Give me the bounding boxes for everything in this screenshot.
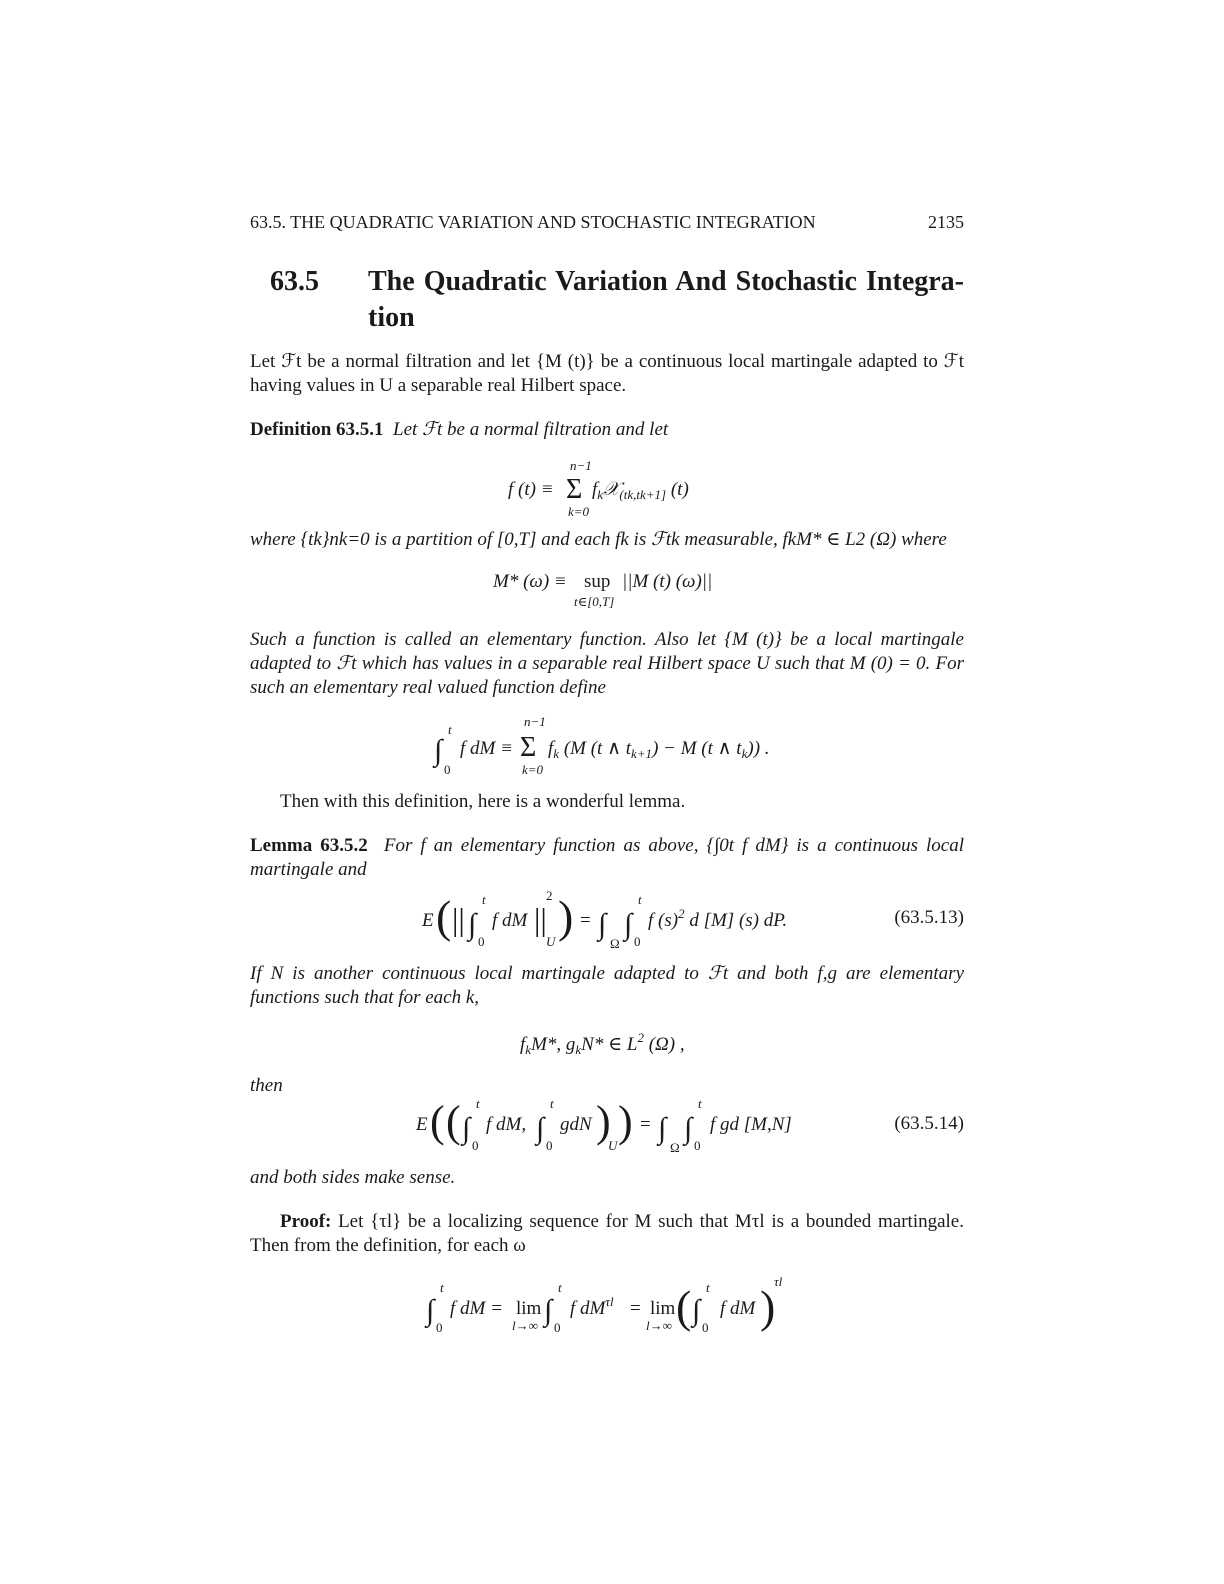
lemma-lead-text: For f an elementary function as above, {∫0t f dM} is a continuous local martingale and bbox=[250, 835, 964, 880]
svg-text:∫: ∫ bbox=[468, 908, 477, 941]
svg-text:lim: lim bbox=[516, 1298, 542, 1319]
svg-text:0: 0 bbox=[444, 762, 451, 777]
svg-text:l→∞: l→∞ bbox=[512, 1318, 538, 1333]
svg-text:∫: ∫ bbox=[426, 1294, 435, 1327]
lemma-lead bbox=[250, 834, 964, 882]
svg-text:∫: ∫ bbox=[598, 908, 607, 941]
section-heading bbox=[250, 264, 964, 336]
svg-text:n−1: n−1 bbox=[524, 714, 546, 729]
page-number: 2135 bbox=[928, 212, 964, 232]
svg-text:f dM: f dM bbox=[492, 910, 528, 931]
svg-text:): ) bbox=[760, 1281, 776, 1332]
svg-text:t: t bbox=[638, 892, 642, 907]
svg-text:f dM =: f dM = bbox=[450, 1298, 503, 1319]
proof-paragraph bbox=[250, 1210, 964, 1258]
svg-text:sup: sup bbox=[584, 571, 611, 592]
svg-text:f dMτl: f $dM^{\tau l}$ bbox=[570, 1294, 614, 1319]
svg-text:E: E bbox=[416, 1114, 428, 1135]
svg-text:n−1: n−1 bbox=[570, 458, 592, 473]
proof-label: Proof: bbox=[280, 1211, 332, 1232]
definition-lead bbox=[250, 418, 964, 442]
equation-number-63-5-13: (63.5.13) bbox=[894, 907, 964, 928]
svg-text:f (s)2 d [M] (s) dP.: f $(s)^2$ d [M] (s) dP. bbox=[648, 906, 788, 931]
svg-text:t∈[0,T]: t∈[0,T] bbox=[574, 594, 615, 609]
svg-text:gdN: gdN bbox=[560, 1114, 592, 1135]
svg-text:E: E bbox=[422, 910, 434, 931]
svg-text:(: ( bbox=[446, 1097, 461, 1146]
svg-text:Σ: Σ bbox=[566, 474, 583, 505]
svg-text:||: || bbox=[534, 901, 547, 937]
svg-text:(: ( bbox=[676, 1281, 692, 1332]
svg-text:): ) bbox=[618, 1097, 633, 1146]
svg-text:f dM,: f dM, bbox=[486, 1114, 527, 1135]
definition-body: Such a function is called an elementary function. Also let {M (t)} be a local martingale adapted to ℱt which has values in a separable real Hilbert space U such that M (0) = 0. For such an elementary real valued function define bbox=[250, 629, 964, 698]
section-title: The Quadratic Variation And Stochastic Integra-tion bbox=[368, 266, 964, 333]
svg-text:): ) bbox=[558, 891, 574, 942]
svg-text:t: t bbox=[440, 1280, 444, 1295]
svg-text:τl: τl bbox=[774, 1274, 783, 1289]
svg-text:2: 2 bbox=[546, 888, 553, 903]
svg-text:fk𝒳(tk,tk+1] (t): $f_k𝒳_{(tk,tk+1]}$ (t) bbox=[592, 479, 689, 502]
definition-partition-text: where {tk}nk=0 is a partition of [0,T] and each fk is ℱtk measurable, fkM* ∈ L2 (Ω) where bbox=[250, 529, 947, 550]
equation-maximal-function bbox=[250, 560, 964, 620]
running-header bbox=[250, 210, 964, 234]
svg-text:0: 0 bbox=[694, 1138, 701, 1153]
svg-text:∫: ∫ bbox=[658, 1112, 667, 1145]
svg-text:t: t bbox=[558, 1280, 562, 1295]
svg-text:(: ( bbox=[430, 1097, 445, 1146]
svg-text:f (t) ≡: f (t) ≡ bbox=[508, 479, 554, 500]
svg-text:Ω: Ω bbox=[610, 936, 620, 951]
svg-text:U: U bbox=[546, 934, 556, 949]
lemma-end-text: and both sides make sense. bbox=[250, 1167, 456, 1188]
equation-63-5-14 bbox=[250, 1090, 964, 1158]
svg-text:∫: ∫ bbox=[544, 1294, 553, 1327]
svg-text:f dM ≡: f dM ≡ bbox=[460, 738, 513, 759]
equation-elementary-function bbox=[250, 450, 964, 520]
svg-text:k=0: k=0 bbox=[568, 504, 590, 519]
svg-text:fk (M (t ∧ tk+1) − M (t ∧ tk)): $f_k$ (M (t ∧ $t_{k+1}) - M$ (t ∧ $t_k$)) . bbox=[548, 738, 770, 761]
svg-text:): ) bbox=[596, 1097, 611, 1146]
proof-text: Let {τl} be a localizing sequence for M such that Mτl is a bounded martingale. Then from the definition, for each ω bbox=[250, 1211, 964, 1256]
svg-text:t: t bbox=[706, 1280, 710, 1295]
svg-text:f gd [M,N]: f gd [M,N] bbox=[710, 1114, 792, 1135]
running-title: 63.5. THE QUADRATIC VARIATION AND STOCHASTIC INTEGRATION bbox=[250, 212, 816, 232]
svg-text:(: ( bbox=[436, 891, 452, 942]
lemma-label: Lemma 63.5.2 bbox=[250, 835, 368, 856]
svg-text:∫: ∫ bbox=[692, 1294, 701, 1327]
svg-text:0: 0 bbox=[702, 1320, 709, 1335]
svg-text:=: = bbox=[580, 910, 591, 931]
svg-text:Σ: Σ bbox=[520, 732, 537, 763]
svg-text:Ω: Ω bbox=[670, 1140, 680, 1155]
equation-square-integrability bbox=[250, 1018, 964, 1066]
svg-text:U: U bbox=[608, 1138, 618, 1153]
lemma-mid-text: If N is another continuous local martingale adapted to ℱt and both f,g are elementary functions such that for each k, bbox=[250, 963, 964, 1008]
equation-number-63-5-14: (63.5.14) bbox=[894, 1113, 964, 1134]
transition-sentence: Then with this definition, here is a wonderful lemma. bbox=[280, 791, 686, 812]
svg-text:0: 0 bbox=[554, 1320, 561, 1335]
equation-63-5-13 bbox=[250, 884, 964, 954]
svg-text:f dM: f dM bbox=[720, 1298, 756, 1319]
svg-text:lim: lim bbox=[650, 1298, 676, 1319]
svg-text:k=0: k=0 bbox=[522, 762, 544, 777]
svg-text:||M (t) (ω)||: ||M (t) (ω)|| bbox=[622, 571, 713, 592]
svg-text:∫: ∫ bbox=[434, 734, 443, 767]
svg-text:0: 0 bbox=[472, 1138, 479, 1153]
svg-text:=: = bbox=[640, 1114, 651, 1135]
svg-text:∫: ∫ bbox=[462, 1112, 471, 1145]
intro-paragraph: Let ℱt be a normal filtration and let {M (t)} be a continuous local martingale adapted to ℱt having values in U a separable real Hilbert space. bbox=[250, 351, 964, 396]
svg-text:l→∞: l→∞ bbox=[646, 1318, 672, 1333]
equation-localization-limit bbox=[250, 1266, 964, 1342]
svg-text:∫: ∫ bbox=[536, 1112, 545, 1145]
svg-text:0: 0 bbox=[546, 1138, 553, 1153]
svg-text:||: || bbox=[452, 901, 465, 937]
definition-lead-text: Let ℱt be a normal filtration and let bbox=[393, 419, 669, 440]
svg-text:0: 0 bbox=[634, 934, 641, 949]
equation-stochastic-integral bbox=[250, 708, 964, 782]
svg-text:t: t bbox=[698, 1096, 702, 1111]
svg-text:0: 0 bbox=[478, 934, 485, 949]
definition-label: Definition 63.5.1 bbox=[250, 419, 384, 440]
svg-text:M* (ω) ≡: M* (ω) ≡ bbox=[493, 571, 567, 592]
svg-text:fkM*, gkN* ∈ L2 (Ω) ,: $f_kM*$, $g_kN*$ ∈ $L^2$ (Ω) , bbox=[520, 1030, 685, 1057]
section-number: 63.5 bbox=[270, 266, 319, 297]
svg-text:t: t bbox=[550, 1096, 554, 1111]
svg-text:t: t bbox=[482, 892, 486, 907]
svg-text:t: t bbox=[476, 1096, 480, 1111]
svg-text:0: 0 bbox=[436, 1320, 443, 1335]
page bbox=[250, 210, 964, 1350]
svg-text:∫: ∫ bbox=[684, 1112, 693, 1145]
svg-text:t: t bbox=[448, 722, 452, 737]
lemma-then: then bbox=[250, 1075, 283, 1096]
svg-text:=: = bbox=[630, 1298, 641, 1319]
svg-text:∫: ∫ bbox=[624, 908, 633, 941]
